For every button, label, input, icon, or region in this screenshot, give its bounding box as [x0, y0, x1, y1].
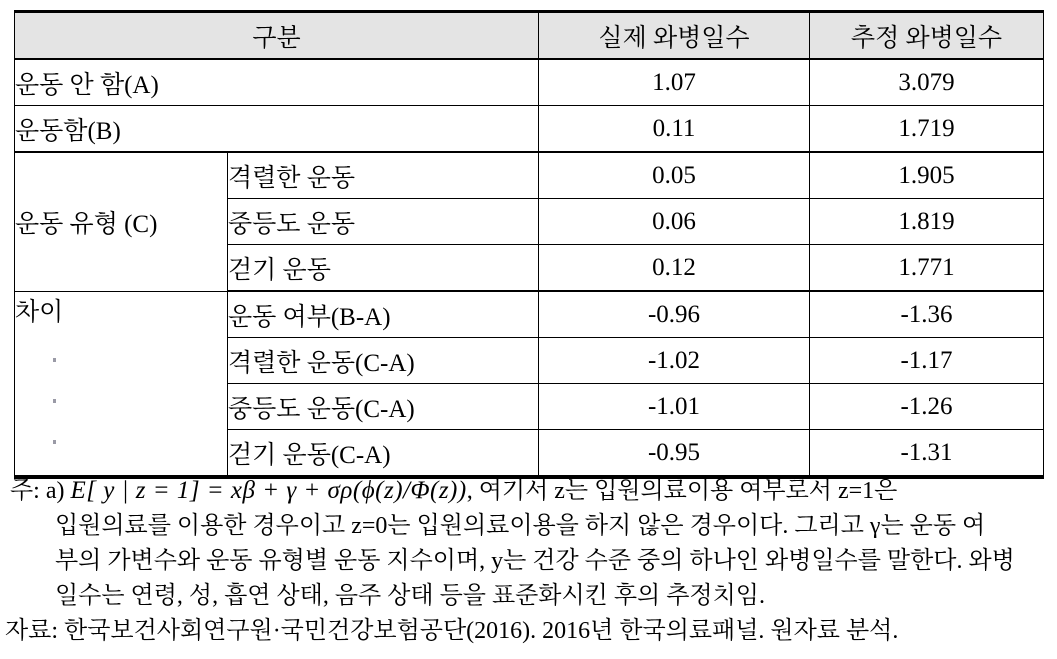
- estimated-value: -1.36: [810, 291, 1044, 338]
- row-sublabel: 중등도 운동: [228, 199, 539, 245]
- estimated-value: 3.079: [810, 59, 1044, 106]
- estimated-value: 1.771: [810, 245, 1044, 292]
- actual-value: -0.96: [539, 291, 810, 338]
- row-sublabel: 걷기 운동(C-A): [228, 430, 539, 478]
- header-estimated-sick-days: 추정 와병일수: [810, 12, 1044, 60]
- actual-value: 0.11: [539, 106, 810, 153]
- scan-artifact-dots: [53, 358, 56, 478]
- estimated-value: 1.905: [810, 152, 1044, 199]
- row-label: 운동함(B): [15, 106, 539, 153]
- note-line-2: 입원의료를 이용한 경우이고 z=0는 입원의료이용을 하지 않은 경우이다. 그리고 γ는 운동 여: [55, 513, 986, 539]
- note-line-1: [0, 473, 1057, 509]
- header-category: 구분: [15, 12, 539, 60]
- actual-value: -0.95: [539, 430, 810, 478]
- table-row: [15, 152, 1044, 199]
- header-actual-sick-days: 실제 와병일수: [539, 12, 810, 60]
- regression-formula: E[ y | z = 1] = xβ + γ + σρ(ϕ(z)/Φ(z)): [70, 477, 467, 504]
- note-prefix: 주: a): [10, 478, 71, 504]
- group-label-text: 차이: [15, 298, 64, 326]
- table-row: [15, 291, 1044, 338]
- row-sublabel: 걷기 운동: [228, 245, 539, 292]
- estimated-value: 1.819: [810, 199, 1044, 245]
- row-sublabel: 격렬한 운동: [228, 152, 539, 199]
- row-label: 운동 안 함(A): [15, 59, 539, 106]
- row-sublabel: 중등도 운동(C-A): [228, 384, 539, 430]
- actual-value: 0.06: [539, 199, 810, 245]
- note-line-1-text: , 여기서 z는 입원의료이용 여부로서 z=1은: [466, 478, 898, 504]
- estimated-value: 1.719: [810, 106, 1044, 153]
- table-header-row: [15, 12, 1044, 60]
- sick-days-table: [14, 10, 1044, 479]
- actual-value: 1.07: [539, 59, 810, 106]
- actual-value: -1.02: [539, 338, 810, 384]
- note-line-4: 일수는 연령, 성, 흡연 상태, 음주 상태 등을 표준화시킨 후의 추정치임.: [55, 583, 765, 609]
- actual-value: 0.05: [539, 152, 810, 199]
- group-label-difference: [15, 291, 228, 477]
- source-line: 자료: 한국보건사회연구원·국민건강보험공단(2016). 2016년 한국의료패널. 원자료 분석.: [5, 618, 899, 644]
- actual-value: -1.01: [539, 384, 810, 430]
- row-sublabel: 운동 여부(B-A): [228, 291, 539, 338]
- note-line-3: 부의 가변수와 운동 유형별 운동 지수이며, y는 건강 수준 중의 하나인 와병일수를 말한다. 와병: [55, 548, 1015, 574]
- estimated-value: -1.26: [810, 384, 1044, 430]
- table-notes: [0, 473, 1057, 649]
- row-sublabel: 격렬한 운동(C-A): [228, 338, 539, 384]
- actual-value: 0.12: [539, 245, 810, 292]
- statistics-table-container: [14, 10, 1044, 479]
- table-row: [15, 59, 1044, 106]
- estimated-value: -1.17: [810, 338, 1044, 384]
- group-label-exercise-type: 운동 유형 (C): [15, 152, 228, 291]
- estimated-value: -1.31: [810, 430, 1044, 478]
- table-row: [15, 106, 1044, 153]
